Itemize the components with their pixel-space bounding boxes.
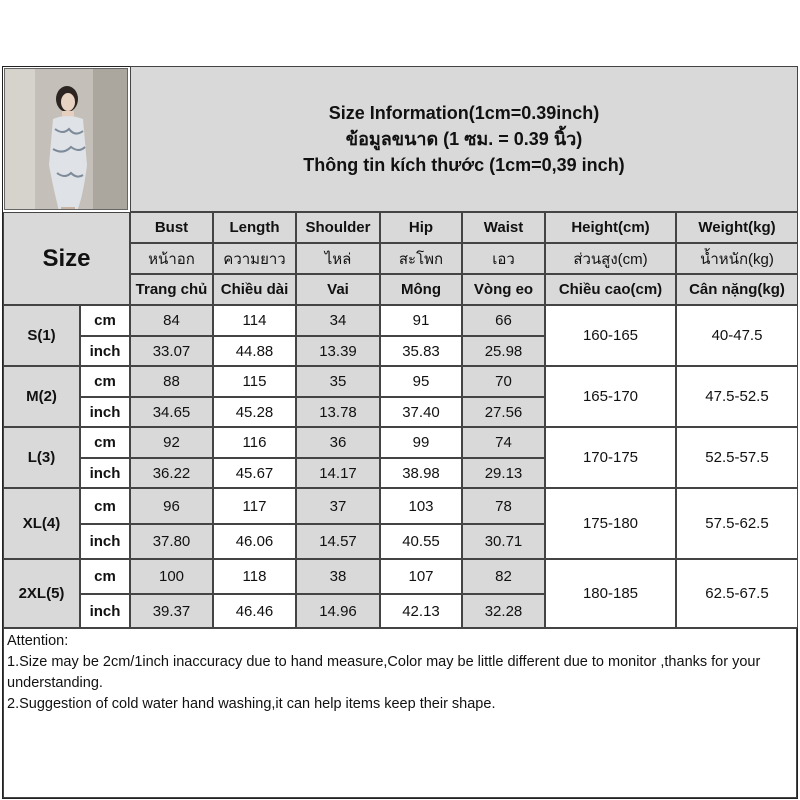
- weight-range: 40-47.5: [676, 305, 798, 366]
- title-english: Size Information(1cm=0.39inch): [328, 103, 600, 123]
- column-header-th: ส่วนสูง(cm): [545, 243, 676, 274]
- column-header-en: Shoulder: [296, 212, 380, 243]
- column-header-en: Hip: [380, 212, 462, 243]
- inch-value: 30.71: [462, 524, 545, 559]
- column-header-th: สะโพก: [380, 243, 462, 274]
- cm-value: 118: [213, 559, 296, 594]
- cm-value: 66: [462, 305, 545, 336]
- size-label: S(1): [3, 305, 80, 366]
- cm-value: 92: [130, 427, 213, 458]
- cm-value: 84: [130, 305, 213, 336]
- inch-value: 14.17: [296, 458, 380, 488]
- cm-value: 116: [213, 427, 296, 458]
- product-photo: [4, 68, 128, 210]
- cm-value: 37: [296, 488, 380, 524]
- unit-inch-label: inch: [80, 594, 130, 628]
- cm-value: 100: [130, 559, 213, 594]
- weight-range: 62.5-67.5: [676, 559, 798, 628]
- column-header-vi: Chiều cao(cm): [545, 274, 676, 305]
- column-header-th: น้ำหนัก(kg): [676, 243, 798, 274]
- inch-value: 36.22: [130, 458, 213, 488]
- inch-value: 45.67: [213, 458, 296, 488]
- inch-value: 34.65: [130, 397, 213, 427]
- inch-value: 38.98: [380, 458, 462, 488]
- size-information-title: [130, 66, 798, 212]
- column-header-vi: Chiều dài: [213, 274, 296, 305]
- size-label: 2XL(5): [3, 559, 80, 628]
- column-header-th: ความยาว: [213, 243, 296, 274]
- unit-inch-label: inch: [80, 524, 130, 559]
- cm-value: 114: [213, 305, 296, 336]
- column-header-en: Waist: [462, 212, 545, 243]
- height-range: 165-170: [545, 366, 676, 427]
- cm-value: 91: [380, 305, 462, 336]
- cm-value: 78: [462, 488, 545, 524]
- unit-cm-label: cm: [80, 427, 130, 458]
- cm-value: 35: [296, 366, 380, 397]
- weight-range: 57.5-62.5: [676, 488, 798, 559]
- unit-cm-label: cm: [80, 559, 130, 594]
- column-header-en: Bust: [130, 212, 213, 243]
- cm-value: 95: [380, 366, 462, 397]
- size-label: L(3): [3, 427, 80, 488]
- inch-value: 33.07: [130, 336, 213, 366]
- cm-value: 88: [130, 366, 213, 397]
- attention-note-1: 1.Size may be 2cm/1inch inaccuracy due to hand measure,Color may be little different due to monitor ,thanks for your understanding.: [7, 654, 761, 691]
- inch-value: 32.28: [462, 594, 545, 628]
- unit-inch-label: inch: [80, 336, 130, 366]
- unit-cm-label: cm: [80, 305, 130, 336]
- column-header-vi: Cân nặng(kg): [676, 274, 798, 305]
- inch-value: 35.83: [380, 336, 462, 366]
- inch-value: 42.13: [380, 594, 462, 628]
- column-header-vi: Vai: [296, 274, 380, 305]
- inch-value: 13.78: [296, 397, 380, 427]
- cm-value: 99: [380, 427, 462, 458]
- height-range: 175-180: [545, 488, 676, 559]
- title-thai: ข้อมูลขนาด (1 ซม. = 0.39 นิ้ว): [345, 129, 583, 149]
- size-label: XL(4): [3, 488, 80, 559]
- attention-heading: Attention:: [7, 633, 69, 649]
- height-range: 180-185: [545, 559, 676, 628]
- inch-value: 46.06: [213, 524, 296, 559]
- inch-value: 44.88: [213, 336, 296, 366]
- column-header-vi: Vòng eo: [462, 274, 545, 305]
- column-header-th: หน้าอก: [130, 243, 213, 274]
- column-header-en: Height(cm): [545, 212, 676, 243]
- cm-value: 82: [462, 559, 545, 594]
- attention-note-2: 2.Suggestion of cold water hand washing,it can help items keep their shape.: [7, 696, 496, 712]
- unit-cm-label: cm: [80, 366, 130, 397]
- size-label: M(2): [3, 366, 80, 427]
- cm-value: 38: [296, 559, 380, 594]
- weight-range: 47.5-52.5: [676, 366, 798, 427]
- cm-value: 107: [380, 559, 462, 594]
- weight-range: 52.5-57.5: [676, 427, 798, 488]
- inch-value: 14.96: [296, 594, 380, 628]
- column-header-th: เอว: [462, 243, 545, 274]
- inch-value: 29.13: [462, 458, 545, 488]
- cm-value: 96: [130, 488, 213, 524]
- cm-value: 34: [296, 305, 380, 336]
- model-figure-image: [5, 69, 128, 210]
- inch-value: 45.28: [213, 397, 296, 427]
- attention-notes: [3, 628, 797, 798]
- cm-value: 117: [213, 488, 296, 524]
- inch-value: 13.39: [296, 336, 380, 366]
- cm-value: 70: [462, 366, 545, 397]
- inch-value: 40.55: [380, 524, 462, 559]
- inch-value: 25.98: [462, 336, 545, 366]
- inch-value: 39.37: [130, 594, 213, 628]
- unit-inch-label: inch: [80, 397, 130, 427]
- cm-value: 74: [462, 427, 545, 458]
- inch-value: 27.56: [462, 397, 545, 427]
- column-header-vi: Mông: [380, 274, 462, 305]
- column-header-th: ไหล่: [296, 243, 380, 274]
- column-header-vi: Trang chủ: [130, 274, 213, 305]
- height-range: 170-175: [545, 427, 676, 488]
- cm-value: 103: [380, 488, 462, 524]
- title-vietnamese: Thông tin kích thước (1cm=0,39 inch): [303, 155, 625, 175]
- inch-value: 14.57: [296, 524, 380, 559]
- inch-value: 37.80: [130, 524, 213, 559]
- inch-value: 37.40: [380, 397, 462, 427]
- cm-value: 115: [213, 366, 296, 397]
- size-header: Size: [3, 212, 130, 305]
- inch-value: 46.46: [213, 594, 296, 628]
- column-header-en: Weight(kg): [676, 212, 798, 243]
- height-range: 160-165: [545, 305, 676, 366]
- unit-cm-label: cm: [80, 488, 130, 524]
- column-header-en: Length: [213, 212, 296, 243]
- cm-value: 36: [296, 427, 380, 458]
- unit-inch-label: inch: [80, 458, 130, 488]
